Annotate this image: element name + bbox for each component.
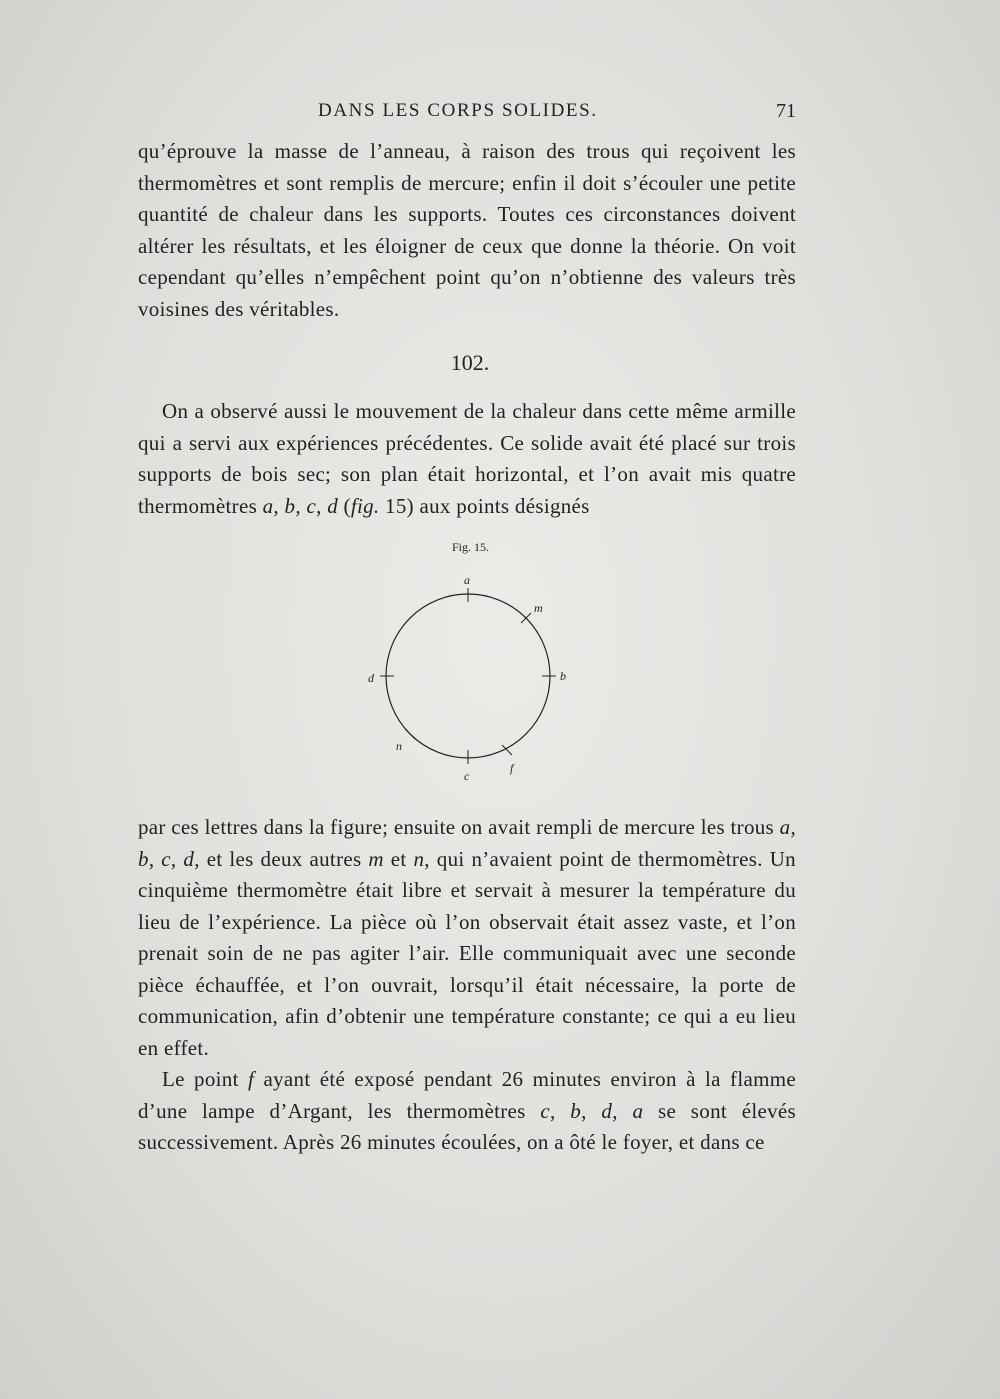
- figure-15: [360, 540, 580, 800]
- figure-reference: fig.: [350, 493, 380, 518]
- figure-label-n: n: [396, 739, 402, 753]
- point-label-m: m: [368, 846, 384, 871]
- text-run: ,: [170, 846, 184, 871]
- page-number: 71: [776, 100, 796, 122]
- point-label-b: b: [138, 846, 149, 871]
- text-run: se sont élevés successivement. Après 26 minutes écoulées, on a ôté le foyer, et dans ce: [138, 1098, 796, 1154]
- text-run: ) aux points désignés: [406, 493, 590, 518]
- text-run: On a observé aussi le mouvement de la chaleur dans cette même armille qui a servi aux expériences précédentes. Ce solide avait été placé sur trois supports de bois sec; son plan était horizontal, et l’on avait mis quatre thermomètres: [138, 399, 796, 518]
- figure-label-c: c: [464, 769, 470, 783]
- section-number: 102.: [450, 350, 490, 375]
- point-label-a: a: [779, 815, 791, 839]
- point-label-c: c: [540, 1098, 550, 1123]
- paragraph-text: [138, 396, 796, 522]
- text-run: ,: [581, 1098, 602, 1123]
- text-run: ,: [612, 1098, 633, 1123]
- text-run: et: [383, 846, 414, 871]
- point-label-b: b: [284, 493, 296, 518]
- point-label-f: f: [248, 1067, 255, 1091]
- figure-reference-number: 15: [379, 493, 407, 518]
- paragraph-body: [138, 812, 796, 1159]
- tick-n: [405, 729, 415, 739]
- text-run: ,: [273, 493, 285, 518]
- point-label-a: a: [632, 1098, 644, 1123]
- figure-label-a: a: [464, 573, 470, 587]
- paragraph-text: [138, 812, 796, 1064]
- figure-label-b: b: [560, 669, 566, 683]
- paragraph-section-102: [138, 396, 796, 522]
- text-run: (: [338, 493, 351, 518]
- text-run: ,: [790, 815, 796, 839]
- text-run: ayant été exposé pendant 26 minutes environ à la flamme d’une lampe d’Argant, les thermomètres: [138, 1067, 796, 1123]
- point-label-c: c: [306, 493, 317, 518]
- text-run: , et les deux autres: [194, 846, 369, 871]
- point-label-d: d: [601, 1098, 613, 1123]
- text-run: Le point: [162, 1067, 249, 1091]
- text-run: par ces lettres dans la figure; ensuite on avait rempli de mercure les trous: [138, 815, 780, 839]
- text-run: ,: [148, 846, 162, 871]
- point-label-b: b: [570, 1098, 582, 1123]
- figure-label-m: m: [534, 601, 543, 615]
- figure-label-d: d: [368, 671, 374, 685]
- running-title: DANS LES CORPS SOLIDES.: [318, 100, 598, 121]
- paragraph-text: [138, 1064, 796, 1159]
- text-run: ,: [550, 1098, 571, 1123]
- point-label-n: n: [413, 846, 425, 871]
- point-label-c: c: [161, 846, 171, 871]
- point-label-d: d: [183, 846, 195, 871]
- paragraph-continuation: [138, 136, 796, 325]
- ring-diagram: [360, 570, 580, 800]
- text-run: ,: [295, 493, 307, 518]
- running-head: [140, 100, 796, 130]
- figure-caption: Fig. 15.: [452, 540, 490, 554]
- paragraph-text: qu’éprouve la masse de l’anneau, à raison des trous qui reçoivent les thermomètres et sont remplis de mercure; enfin il doit s’écouler une petite quantité de chaleur dans les supports. Toutes ces circonstances doivent altérer les résultats, et les éloigner de ceux que donne la théorie. On voit cependant qu’elles n’empêchent point qu’on n’obtienne des valeurs très voisines des véritables.: [138, 139, 796, 321]
- point-label-a: a: [262, 493, 274, 518]
- text-run: , qui n’avaient point de thermomètres. Un cinquième thermomètre était libre et servait à mesurer la température du lieu de l’expérience. La pièce où l’on observait était assez vaste, et l’on prenait soin de ne pas agiter l’air. Elle communiquait avec une seconde pièce échauffée, et l’on ouvrait, lorsqu’il était nécessaire, la porte de communication, afin d’obtenir une température constante; ce qui a eu lieu en effet.: [138, 846, 796, 1060]
- point-label-d: d: [327, 493, 338, 518]
- figure-label-f: f: [510, 761, 514, 775]
- text-run: ,: [316, 493, 328, 518]
